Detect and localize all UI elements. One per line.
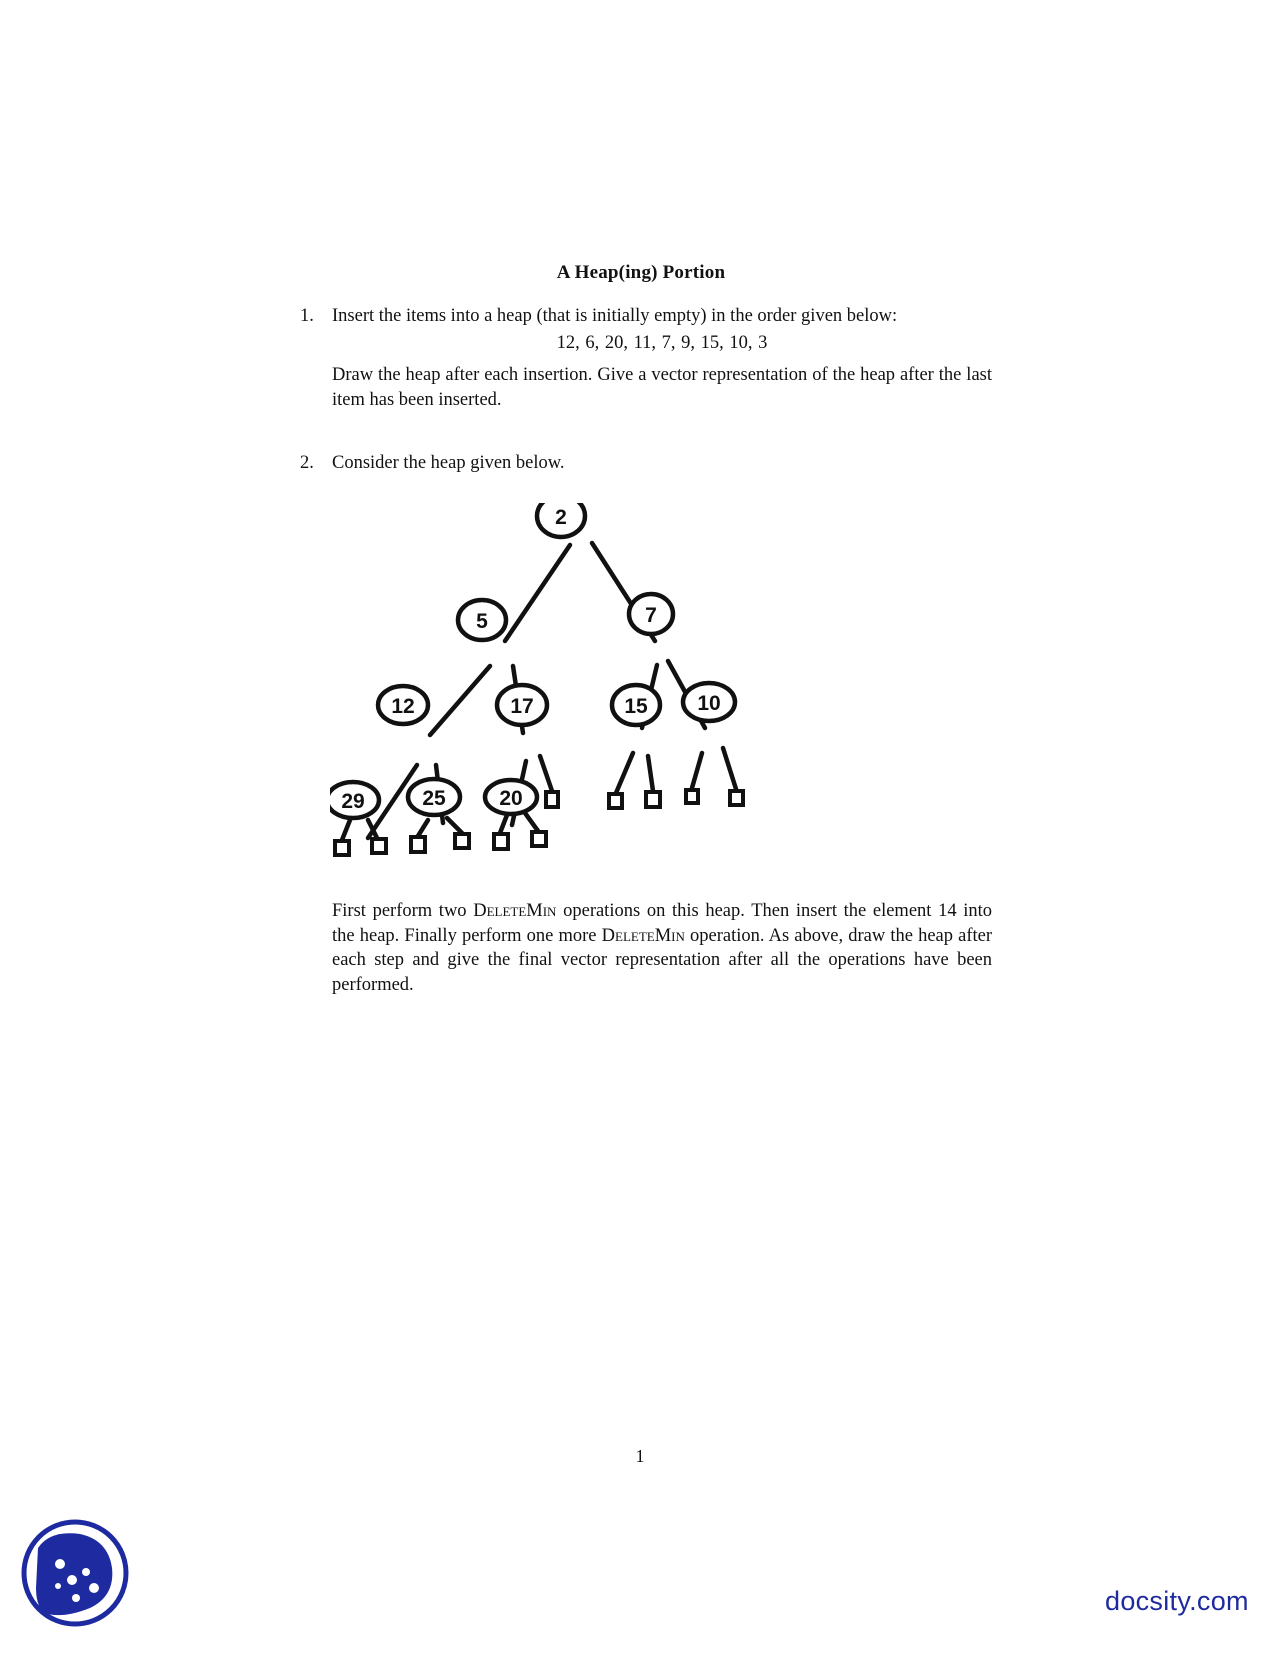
null-leaf <box>546 792 558 807</box>
edge-5-12 <box>430 666 490 735</box>
edge-29-leaf-a <box>342 820 350 840</box>
edge-20-leaf-b <box>525 813 538 831</box>
heap-figure <box>330 503 810 913</box>
docsity-logo-icon[interactable] <box>20 1518 130 1628</box>
heap-node-label: 5 <box>476 610 488 633</box>
heap-node-label: 2 <box>555 506 567 529</box>
problem-1-instruction: Draw the heap after each insertion. Give a vector representation of the heap after the last item has been inserted. <box>332 365 992 410</box>
null-leaf <box>411 837 425 852</box>
null-leaf <box>372 839 386 853</box>
document-title: A Heap(ing) Portion <box>556 262 726 283</box>
heap-diagram <box>330 503 810 913</box>
problem-1-intro: Insert the items into a heap (that is initially empty) in the order given below: <box>332 306 898 326</box>
null-leaf <box>455 834 469 848</box>
null-leaf <box>730 791 743 805</box>
null-leaf <box>646 792 660 807</box>
deletemin-term: DeleteMin <box>473 901 557 921</box>
page-number: 1 <box>635 1446 645 1466</box>
problem-2-text-part2: operations on this heap. Then insert the element 14 into the heap. Finally perform one more <box>332 901 992 946</box>
null-leaf <box>335 841 349 855</box>
edge-10-leaf-b <box>723 748 736 789</box>
heap-node-label: 15 <box>624 695 648 718</box>
heap-node-label: 12 <box>391 695 415 718</box>
docsity-brand-link[interactable]: docsity.com <box>1105 1586 1249 1616</box>
problem-2-text-part1: First perform two <box>332 901 474 921</box>
edge-15-leaf-a <box>616 753 633 793</box>
problem-2-intro: Consider the heap given below. <box>332 453 565 473</box>
edge-2-5 <box>505 545 570 641</box>
heap-node-label: 10 <box>697 692 721 715</box>
deletemin-term: DeleteMin <box>601 925 685 946</box>
problem-2-number: 2. <box>300 453 314 473</box>
problem-2-text <box>332 899 992 997</box>
edge-17-leaf <box>540 756 552 791</box>
heap-node-label: 7 <box>645 604 657 627</box>
problem-1-body <box>332 304 992 412</box>
edge-15-leaf-b <box>648 756 653 791</box>
problem-2-text-part3: operation. As above, draw the heap after each step and give the final vector representation after all the operations have been performed. <box>332 925 993 995</box>
edge-20-leaf-a <box>500 815 507 833</box>
null-leaf <box>494 834 508 849</box>
heap-node-label: 25 <box>422 787 446 810</box>
null-leaf <box>686 790 698 803</box>
problem-1-number: 1. <box>300 306 314 326</box>
edge-25-leaf-b <box>447 818 462 833</box>
null-leaf <box>532 832 546 846</box>
heap-node-label: 29 <box>341 790 365 813</box>
edge-10-leaf-a <box>692 753 702 788</box>
heap-node-label: 20 <box>499 787 523 810</box>
insert-sequence: 12, 6, 20, 11, 7, 9, 15, 10, 3 <box>556 332 768 353</box>
null-leaf <box>609 794 622 808</box>
heap-node-label: 17 <box>510 695 534 718</box>
edge-25-leaf-a <box>418 820 428 836</box>
